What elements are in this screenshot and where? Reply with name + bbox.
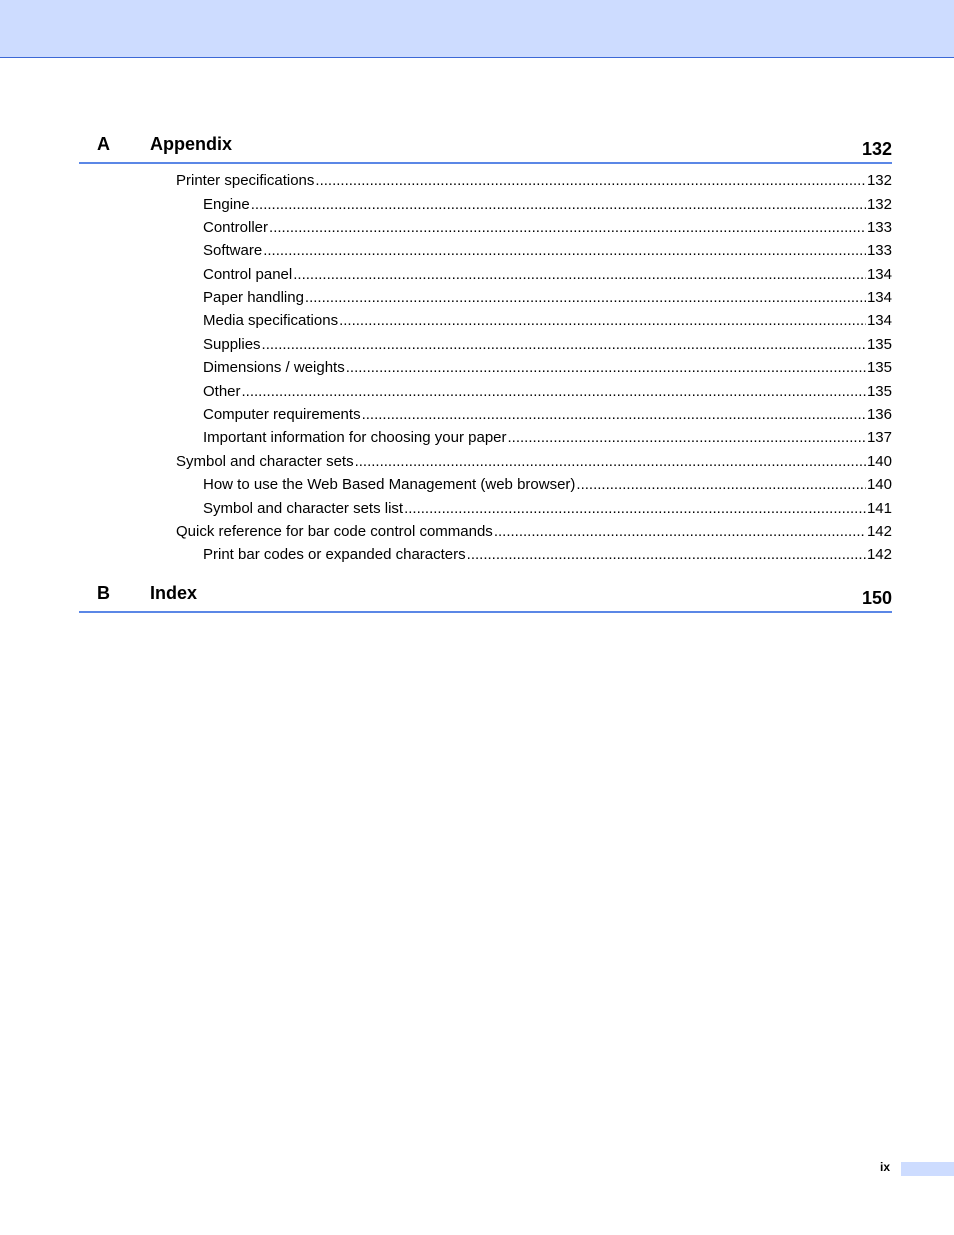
leader-dots	[355, 452, 866, 472]
toc-entry-page: 134	[866, 312, 892, 329]
toc-entry-label: Supplies	[203, 336, 261, 353]
toc-entry-label: Printer specifications	[176, 172, 315, 189]
leader-dots	[346, 358, 866, 378]
toc-entry-label: Controller	[203, 219, 269, 236]
leader-dots	[339, 311, 866, 331]
leader-dots	[263, 241, 866, 261]
leader-dots	[467, 545, 866, 565]
toc-entry-label: Other	[203, 383, 241, 400]
leader-dots	[494, 522, 866, 542]
chapter-title: Index	[150, 583, 198, 603]
toc-entry-label: Symbol and character sets list	[203, 500, 404, 517]
toc-entry[interactable]	[203, 405, 892, 425]
toc-entry[interactable]	[176, 522, 892, 542]
toc-entry-label: Engine	[203, 196, 250, 213]
header-band	[0, 0, 954, 58]
toc-entry[interactable]	[203, 358, 892, 378]
leader-dots	[315, 171, 866, 191]
toc-entry-page: 141	[866, 500, 892, 517]
toc-entry-label: Important information for choosing your paper	[203, 429, 507, 446]
toc-entry-label: Dimensions / weights	[203, 359, 345, 376]
toc-entry-label: Computer requirements	[203, 406, 361, 423]
toc-entry[interactable]	[203, 499, 892, 519]
toc-entry-label: Symbol and character sets	[176, 453, 354, 470]
toc-entry-label: Print bar codes or expanded characters	[203, 546, 466, 563]
toc-entry-page: 135	[866, 383, 892, 400]
toc-entry[interactable]	[203, 545, 892, 565]
leader-dots	[293, 265, 866, 285]
toc-entry-label: Paper handling	[203, 289, 304, 306]
toc-entry-label: Control panel	[203, 266, 293, 283]
toc-entry-page: 133	[866, 242, 892, 259]
leader-dots	[404, 499, 866, 519]
toc-entry-page: 132	[866, 196, 892, 213]
toc-entry-page: 135	[866, 336, 892, 353]
chapter-heading-b[interactable]	[79, 579, 892, 613]
footer-tab	[901, 1162, 954, 1176]
toc-entry-page: 134	[866, 266, 892, 283]
toc-entry-page: 137	[866, 429, 892, 446]
toc-entry-label: How to use the Web Based Management (web browser)	[203, 476, 576, 493]
chapter-page: 132	[861, 139, 892, 159]
toc-entry[interactable]	[176, 452, 892, 472]
leader-dots	[262, 335, 866, 355]
chapter-heading-a[interactable]	[79, 130, 892, 164]
toc-entry-page: 134	[866, 289, 892, 306]
toc-entry-page: 140	[866, 476, 892, 493]
toc-entry[interactable]	[203, 195, 892, 215]
toc-entry[interactable]	[203, 382, 892, 402]
toc-entry[interactable]	[203, 241, 892, 261]
toc-entry[interactable]	[203, 218, 892, 238]
toc-entry[interactable]	[203, 311, 892, 331]
toc-entry[interactable]	[203, 335, 892, 355]
toc-entry-page: 132	[866, 172, 892, 189]
leader-dots	[576, 475, 866, 495]
leader-dots	[305, 288, 866, 308]
leader-dots	[508, 428, 866, 448]
chapter-title: Appendix	[150, 134, 233, 154]
toc-entry[interactable]	[203, 265, 892, 285]
toc-entry-page: 142	[866, 523, 892, 540]
toc-entry[interactable]	[203, 475, 892, 495]
chapter-letter: B	[97, 583, 110, 603]
leader-dots	[251, 195, 866, 215]
toc-entry[interactable]	[203, 428, 892, 448]
toc-entry-label: Media specifications	[203, 312, 339, 329]
toc-entry-label: Quick reference for bar code control commands	[176, 523, 493, 540]
toc-entry-page: 142	[866, 546, 892, 563]
leader-dots	[242, 382, 866, 402]
toc-entry-page: 135	[866, 359, 892, 376]
toc-entry-page: 136	[866, 406, 892, 423]
toc-entry-page: 133	[866, 219, 892, 236]
toc-entry-page: 140	[866, 453, 892, 470]
chapter-page: 150	[861, 588, 892, 608]
leader-dots	[269, 218, 866, 238]
footer-page-number: ix	[880, 1160, 891, 1174]
toc-entry-label: Software	[203, 242, 263, 259]
chapter-letter: A	[97, 134, 110, 154]
leader-dots	[362, 405, 866, 425]
toc-entry[interactable]	[203, 288, 892, 308]
toc-entry[interactable]	[176, 171, 892, 191]
